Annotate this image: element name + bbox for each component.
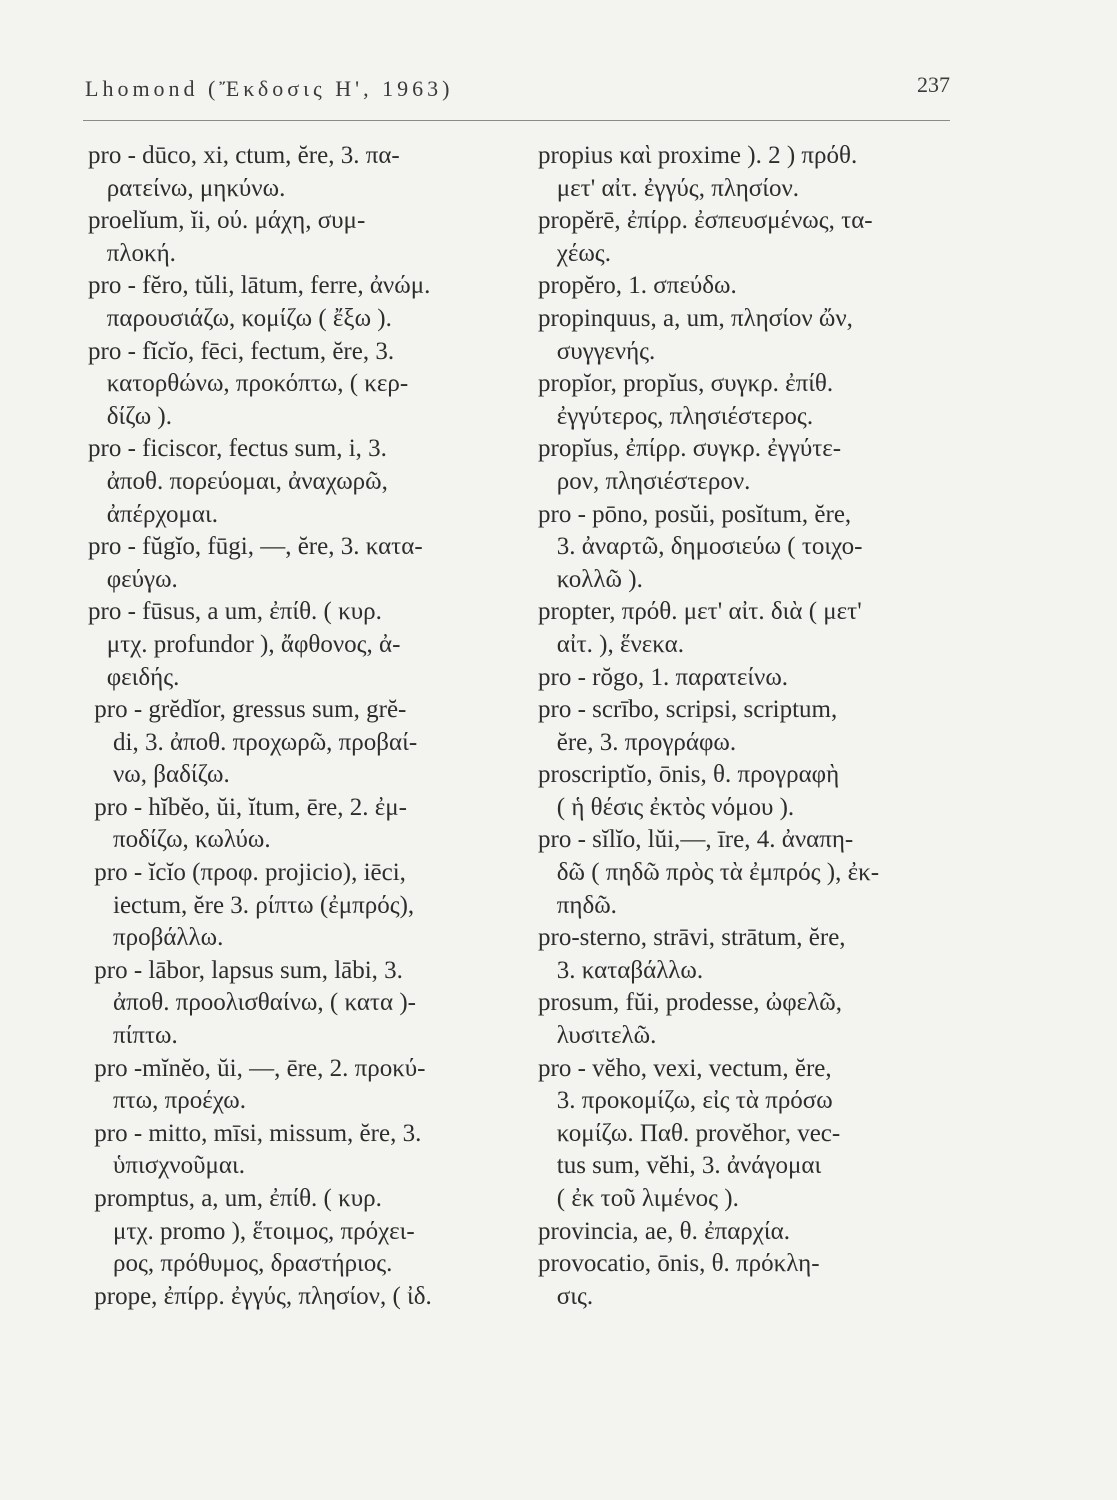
entry-line: pro - lābor, lapsus sum, lābi, 3. (88, 956, 403, 984)
entry-line: ( ἡ θέσις ἐκτὸς νόμου ). (538, 793, 795, 821)
entry-line: ἀποθ. προολισθαίνω, ( κατα )- (88, 989, 416, 1017)
entry-line: provocatio, ōnis, θ. πρόκλη- (538, 1250, 820, 1278)
entry-line: ĕre, 3. προγράφω. (538, 728, 737, 756)
entry-line: αἰτ. ), ἕνεκα. (538, 630, 684, 658)
entry-line: κολλῶ ). (538, 565, 643, 593)
entry-line: πίπτω. (88, 1022, 178, 1050)
entry-line: ρον, πλησιέστερον. (538, 467, 751, 495)
page-number: 237 (917, 72, 950, 97)
entry-line: pro - fĭcĭo, fēci, fectum, ĕre, 3. (88, 337, 395, 365)
entry-line: σις. (538, 1282, 594, 1310)
entry-line: μτχ. promo ), ἕτοιμος, πρόχει- (88, 1217, 415, 1245)
entry-line: proelĭum, ĭi, ού. μάχη, συμ- (88, 207, 366, 235)
header-divider (83, 120, 950, 121)
left-column (88, 140, 518, 1313)
entry-line: 3. ἀναρτῶ, δημοσιεύω ( τοιχο- (538, 533, 863, 561)
entry-line: παρουσιάζω, κομίζω ( ἔξω ). (88, 304, 392, 332)
running-title: Lhomond (Ἔκδοσις Η', 1963) (85, 76, 454, 101)
entry-line: pro - sĭlĭo, lŭi,—, īre, 4. ἀναπη- (538, 826, 854, 854)
entry-line: μετ' αἰτ. ἐγγύς, πλησίον. (538, 174, 800, 202)
entry-line: φειδής. (88, 663, 180, 691)
entry-line: πλοκή. (88, 239, 176, 267)
entry-line: χέως. (538, 239, 611, 267)
entry-line: pro -mĭnĕo, ŭi, —, ēre, 2. προκύ- (88, 1054, 426, 1082)
page-header (85, 72, 950, 112)
entry-line: iectum, ĕre 3. ρίπτω (ἐμπρός), (88, 891, 415, 919)
entry-line: pro - ĭcĭo (προφ. projicio), iēci, (88, 859, 406, 887)
entry-line: λυσιτελῶ. (538, 1022, 657, 1050)
entry-line: pro - fūsus, a um, ἐπίθ. ( κυρ. (88, 598, 382, 626)
entry-line: προβάλλω. (88, 924, 224, 952)
entry-line: pro - vĕho, vexi, vectum, ĕre, (538, 1054, 832, 1082)
entry-line: κομίζω. Παθ. provĕhor, vec- (538, 1119, 841, 1147)
entry-line: propinquus, a, um, πλησίον ὤν, (538, 304, 853, 332)
entry-line: pro - grĕdĭor, gressus sum, grĕ- (88, 696, 407, 724)
entry-line: di, 3. ἀποθ. προχωρῶ, προβαί- (88, 728, 418, 756)
right-column (538, 140, 968, 1313)
entry-line: ρος, πρόθυμος, δραστήριος. (88, 1250, 393, 1278)
entry-line: prope, ἐπίρρ. ἐγγύς, πλησίον, ( ἰδ. (88, 1282, 432, 1310)
entry-line: ἀποθ. πορεύομαι, ἀναχωρῶ, (88, 467, 388, 495)
entry-line: pro - dūco, xi, ctum, ĕre, 3. πα- (88, 142, 400, 169)
entry-line: πηδῶ. (538, 891, 617, 919)
entry-line: propĕro, 1. σπεύδω. (538, 272, 737, 300)
entry-line: propĕrē, ἐπίρρ. ἐσπευσμένως, τα- (538, 207, 873, 235)
entry-line: tus sum, vĕhi, 3. ἀνάγομαι (538, 1152, 822, 1180)
entry-line: pro - mitto, mīsi, missum, ĕre, 3. (88, 1119, 422, 1147)
entry-line: provincia, ae, θ. ἐπαρχία. (538, 1217, 790, 1245)
entry-line: prosum, fŭi, prodesse, ὠφελῶ, (538, 989, 842, 1017)
entry-line: propĭus, ἐπίρρ. συγκρ. ἐγγύτε- (538, 435, 842, 463)
entry-line: pro - pōno, posŭi, posĭtum, ĕre, (538, 500, 852, 528)
entry-line: ἐγγύτερος, πλησιέστερος. (538, 402, 814, 430)
entry-line: pro - ficiscor, fectus sum, i, 3. (88, 435, 387, 463)
entry-line: 3. καταβάλλω. (538, 956, 704, 984)
entry-line: μτχ. profundor ), ἄφθονος, ἀ- (88, 630, 401, 658)
entry-line: δῶ ( πηδῶ πρὸς τὰ ἐμπρός ), ἐκ- (538, 859, 880, 887)
entry-line: pro - scrībo, scripsi, scriptum, (538, 696, 838, 724)
entry-line: pro - fŭgĭo, fūgi, —, ĕre, 3. κατα- (88, 533, 423, 561)
entry-line: pro - fĕro, tŭli, lātum, ferre, ἀνώμ. (88, 272, 431, 300)
entry-line: 3. προκομίζω, εἰς τὰ πρόσω (538, 1087, 833, 1115)
entry-line: πτω, προέχω. (88, 1087, 246, 1115)
entry-line: promptus, a, um, ἐπίθ. ( κυρ. (88, 1185, 382, 1212)
entry-line: ἀπέρχομαι. (88, 500, 218, 528)
entry-line: propter, πρόθ. μετ' αἰτ. διὰ ( μετ' (538, 598, 862, 626)
entry-line: proscriptĭo, ōnis, θ. προγραφὴ (538, 761, 840, 789)
entry-line: pro - hĭbĕo, ŭi, ĭtum, ēre, 2. ἐμ- (88, 793, 407, 821)
entry-line: ( ἐκ τοῦ λιμένος ). (538, 1185, 739, 1212)
entry-line: propius καὶ proxime ). 2 ) πρόθ. (538, 142, 858, 169)
entry-line: ὑπισχνοῦμαι. (88, 1152, 245, 1180)
entry-line: φεύγω. (88, 565, 178, 593)
entry-line: κατορθώνω, προκόπτω, ( κερ- (88, 370, 409, 398)
entry-line: propĭor, propĭus, συγκρ. ἐπίθ. (538, 370, 834, 398)
entry-line: pro-sterno, strāvi, strātum, ĕre, (538, 924, 846, 952)
entry-line: pro - rŏgo, 1. παρατείνω. (538, 663, 789, 691)
entry-line: δίζω ). (88, 402, 172, 430)
entry-line: ποδίζω, κωλύω. (88, 826, 271, 854)
entry-line: νω, βαδίζω. (88, 761, 230, 789)
entry-line: συγγενής. (538, 337, 656, 365)
entry-line: ρατείνω, μηκύνω. (88, 174, 286, 202)
